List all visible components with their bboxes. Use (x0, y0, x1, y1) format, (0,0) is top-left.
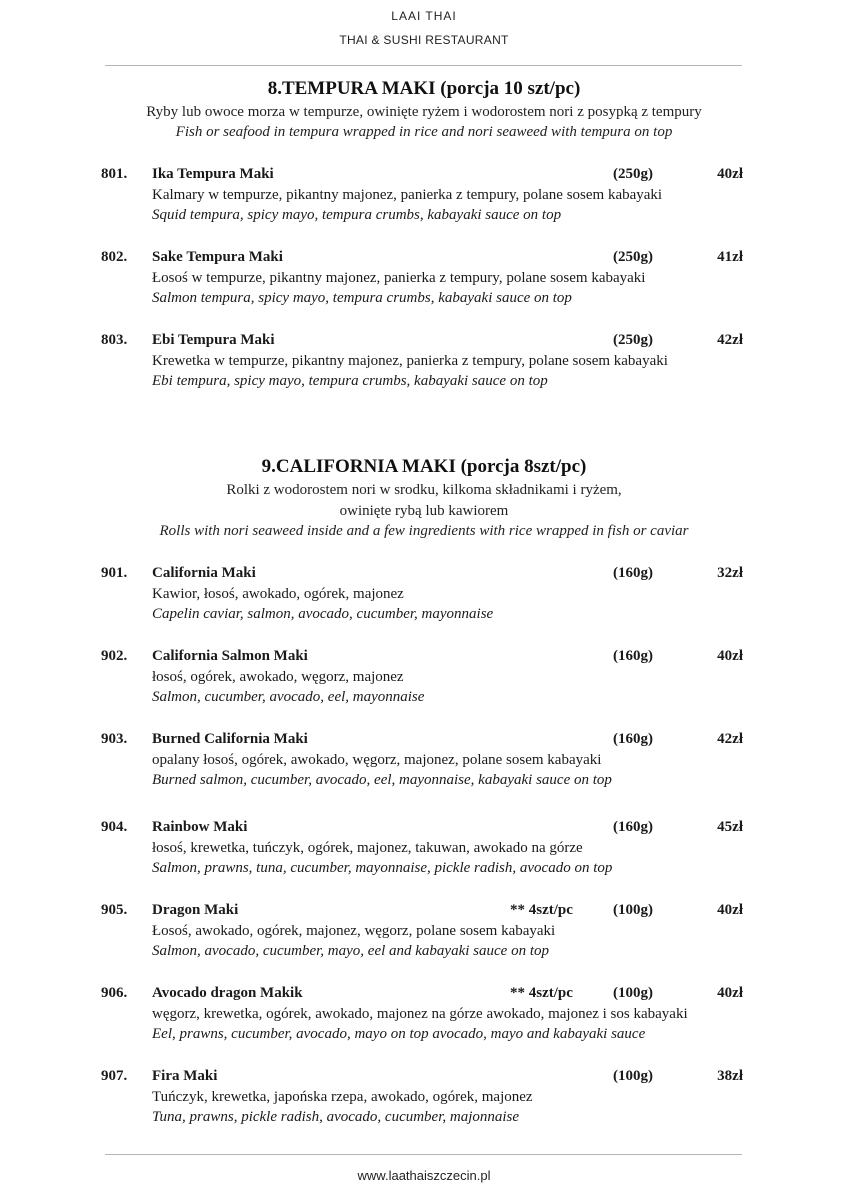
item-number: 903. (101, 731, 128, 747)
item-description-pl: opalany łosoś, ogórek, awokado, węgorz, majonez, polane sosem kabayaki (152, 752, 602, 768)
item-description-en: Salmon, cucumber, avocado, eel, mayonnaise (152, 689, 425, 705)
item-number: 801. (101, 166, 128, 182)
item-weight: (160g) (613, 731, 653, 747)
item-weight: (250g) (613, 332, 653, 348)
item-price: 40zł (717, 648, 743, 664)
item-description-pl: łosoś, ogórek, awokado, węgorz, majonez (152, 669, 404, 685)
item-weight: (160g) (613, 648, 653, 664)
item-price: 41zł (717, 249, 743, 265)
item-name: California Maki (152, 565, 256, 581)
menu-item (0, 166, 848, 226)
item-description-pl: Krewetka w tempurze, pikantny majonez, panierka z tempury, polane sosem kabayaki (152, 353, 668, 369)
item-portion-note: ** 4szt/pc (510, 985, 573, 1001)
menu-item (0, 249, 848, 309)
item-price: 32zł (717, 565, 743, 581)
item-description-en: Squid tempura, spicy mayo, tempura crumbs, kabayaki sauce on top (152, 207, 562, 223)
item-weight: (100g) (613, 902, 653, 918)
item-name: Sake Tempura Maki (152, 249, 283, 265)
item-description-en: Salmon, avocado, cucumber, mayo, eel and kabayaki sauce on top (152, 943, 549, 959)
section-9-description-pl-line2: owinięte rybą lub kawiorem (339, 503, 509, 519)
item-description-en: Eel, prawns, cucumber, avocado, mayo on top avocado, mayo and kabayaki sauce (152, 1026, 646, 1042)
menu-item (0, 565, 848, 625)
item-number: 803. (101, 332, 128, 348)
item-price: 40zł (717, 166, 743, 182)
menu-item (0, 985, 848, 1045)
item-name: Ebi Tempura Maki (152, 332, 275, 348)
menu-item (0, 902, 848, 962)
item-price: 42zł (717, 731, 743, 747)
menu-item (0, 819, 848, 879)
section-8-description-pl: Ryby lub owoce morza w tempurze, owinięte ryżem i wodorostem nori z posypką z tempury (146, 104, 702, 120)
item-name: Ika Tempura Maki (152, 166, 274, 182)
item-description-pl: łosoś, krewetka, tuńczyk, ogórek, majonez, takuwan, awokado na górze (152, 840, 583, 856)
footer-website-link[interactable]: www.laathaiszczecin.pl (357, 1168, 491, 1183)
item-description-en: Salmon, prawns, tuna, cucumber, mayonnaise, pickle radish, avocado on top (152, 860, 613, 876)
item-description-pl: Tuńczyk, krewetka, japońska rzepa, awokado, ogórek, majonez (152, 1089, 533, 1105)
item-description-pl: węgorz, krewetka, ogórek, awokado, majonez na górze awokado, majonez i sos kabayaki (152, 1006, 688, 1022)
item-price: 42zł (717, 332, 743, 348)
item-description-pl: Kalmary w tempurze, pikantny majonez, panierka z tempury, polane sosem kabayaki (152, 187, 663, 203)
section-8-description-en: Fish or seafood in tempura wrapped in rice and nori seaweed with tempura on top (175, 124, 673, 140)
item-name: Rainbow Maki (152, 819, 248, 835)
footer-divider (105, 1154, 742, 1155)
section-9-description-en: Rolls with nori seaweed inside and a few ingredients with rice wrapped in fish or caviar (159, 523, 689, 539)
menu-item (0, 648, 848, 708)
item-name: Fira Maki (152, 1068, 218, 1084)
section-9-title: 9.CALIFORNIA MAKI (porcja 8szt/pc) (261, 456, 587, 477)
item-name: California Salmon Maki (152, 648, 308, 664)
item-description-pl: Łosoś w tempurze, pikantny majonez, panierka z tempury, polane sosem kabayaki (152, 270, 646, 286)
item-weight: (160g) (613, 565, 653, 581)
item-weight: (250g) (613, 249, 653, 265)
item-number: 904. (101, 819, 128, 835)
item-number: 906. (101, 985, 128, 1001)
item-number: 802. (101, 249, 128, 265)
restaurant-brand: LAAI THAI (391, 9, 457, 23)
item-price: 40zł (717, 985, 743, 1001)
item-name: Burned California Maki (152, 731, 308, 747)
item-description-en: Capelin caviar, salmon, avocado, cucumber, mayonnaise (152, 606, 494, 622)
item-number: 901. (101, 565, 128, 581)
item-name: Avocado dragon Makik (152, 985, 303, 1001)
item-name: Dragon Maki (152, 902, 239, 918)
item-weight: (160g) (613, 819, 653, 835)
item-price: 40zł (717, 902, 743, 918)
header-divider (105, 65, 742, 66)
item-price: 45zł (717, 819, 743, 835)
item-description-pl: Łosoś, awokado, ogórek, majonez, węgorz, polane sosem kabayaki (152, 923, 556, 939)
item-number: 907. (101, 1068, 128, 1084)
item-description-en: Salmon tempura, spicy mayo, tempura crumbs, kabayaki sauce on top (152, 290, 572, 306)
restaurant-subtitle: THAI & SUSHI RESTAURANT (339, 33, 509, 47)
item-description-en: Ebi tempura, spicy mayo, tempura crumbs, kabayaki sauce on top (152, 373, 548, 389)
menu-item (0, 1068, 848, 1128)
item-number: 902. (101, 648, 128, 664)
section-9-description-pl-line1: Rolki z wodorostem nori w srodku, kilkoma składnikami i ryżem, (226, 482, 622, 498)
item-description-en: Burned salmon, cucumber, avocado, eel, mayonnaise, kabayaki sauce on top (152, 772, 612, 788)
section-8-title: 8.TEMPURA MAKI (porcja 10 szt/pc) (267, 78, 581, 99)
item-price: 38zł (717, 1068, 743, 1084)
item-portion-note: ** 4szt/pc (510, 902, 573, 918)
item-weight: (100g) (613, 1068, 653, 1084)
item-weight: (100g) (613, 985, 653, 1001)
item-description-pl: Kawior, łosoś, awokado, ogórek, majonez (152, 586, 404, 602)
menu-item (0, 731, 848, 791)
item-number: 905. (101, 902, 128, 918)
item-description-en: Tuna, prawns, pickle radish, avocado, cucumber, majonnaise (152, 1109, 520, 1125)
menu-item (0, 332, 848, 392)
item-weight: (250g) (613, 166, 653, 182)
